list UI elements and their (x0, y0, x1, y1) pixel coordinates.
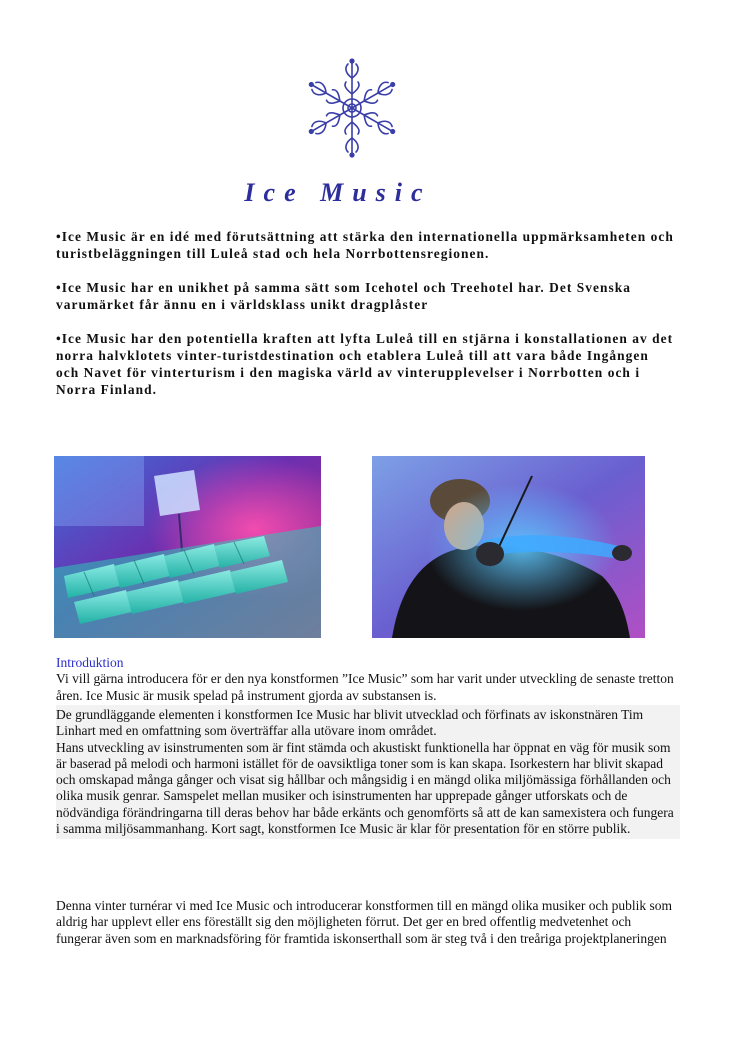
introduction-section (56, 655, 680, 704)
shaded-paragraph: De grundläggande elementen i konstformen Ice Music har blivit utvecklad och förfinats av iskonstnären Tim Linhart med en omfattning som överträffar alla utövare inom området. (56, 707, 644, 739)
ice-instrument-photo (54, 456, 321, 638)
snowflake-logo-icon (302, 56, 402, 160)
bullet-item: •Ice Music är en idé med förutsättning att stärka den internationella uppmärksamheten och turistbeläggningen till Luleå stad och hela Norrbottensregionen. (56, 229, 674, 261)
shaded-section (56, 705, 680, 839)
document-title: Ice Music (244, 178, 432, 207)
closing-paragraph: Denna vinter turnérar vi med Ice Music och introducerar konstformen till en mängd olika musiker och publik som aldrig har upplevt eller ens föreställt sig den möjligheten förrut. Det ger en bred offentlig medvetenhet och fungerar även som en marknadsföring för framtida iskonserthall som är steg två i den treåriga projektplaneringen (56, 898, 672, 946)
ice-violinist-photo (372, 456, 645, 638)
bullet-item: •Ice Music har den potentiella kraften att lyfta Luleå till en stjärna i konstallationen av det norra halvklotets vinter-turistdestination och etablera Luleå till att vara både Ingången och Navet för vinterturism i den magiska värld av vinterupplevelser i Norrbotten och i Norra Finland. (56, 331, 674, 397)
introduction-paragraph: Vi vill gärna introducera för er den nya konstformen ”Ice Music” som har varit under utveckling de senaste tretton åren. Ice Music är musik spelad på instrument gjorda av substansen is. (56, 671, 674, 703)
introduction-heading: Introduktion (56, 655, 124, 670)
bullet-item: •Ice Music har en unikhet på samma sätt som Icehotel och Treehotel har. Det Svenska varumärket får ännu en i världsklass unikt dragplåster (56, 280, 632, 312)
closing-section (56, 898, 680, 947)
shaded-paragraph: Hans utveckling av isinstrumenten som är fint stämda och akustiskt funktionella har öppnat en väg för musik som är baserad på melodi och harmoni istället för de oavsiktliga toner som is kan skapa. Isorkestern har blivit skapad och omskapad många gånger och visat sig hållbar och mångsidig i en mängd olika miljömässiga förhållanden och olika musik genrar. Samspelet mellan musiker och isinstrumenten har upprepade gånger utforskats och de nödvändiga förändringarna till deras behov har både erkänts och genomförts så att de kan samexistera och fungera i samma miljösammanhang. Kort sagt, konstformen Ice Music är klar för presentation för en större publik. (56, 739, 674, 837)
bullet-list (56, 228, 676, 415)
